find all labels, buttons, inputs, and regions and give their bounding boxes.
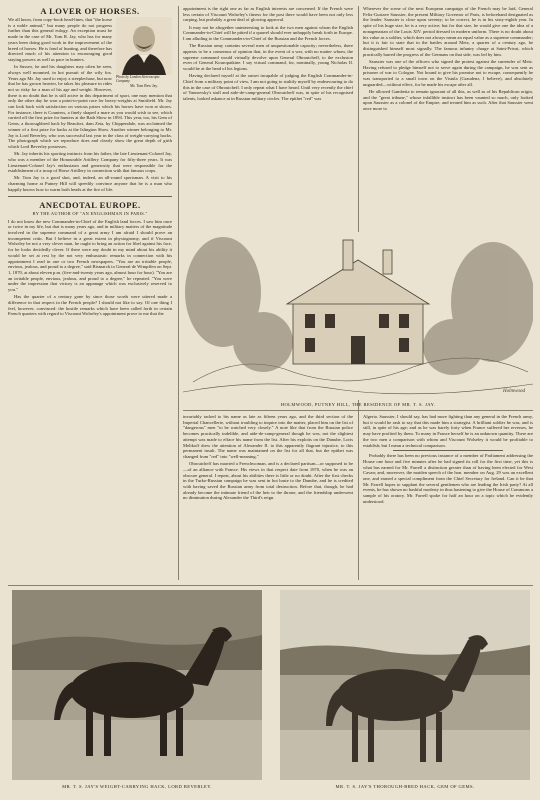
house-illustration: [183, 232, 533, 400]
horse-photo-lord-beverley: [12, 590, 262, 780]
column-3-lower: [363, 414, 533, 506]
portrait-caption: Mr. Tom Rew Jay.: [130, 84, 158, 89]
article2-col2-paragraph-1: appointment is the right one as far as English interests are concerned. If the French were less certain of Viscount Wolseley's fitness for the post there would have been not only less carping, but probably a great deal of glowing approval.: [183, 6, 353, 23]
article2-col3-paragraph-1: Wherever the scene of the next European campaign of the French may be laid, General Felix-Gustave Saussier, the present Military Governor of Paris, is beforehand designated as the leader. Saussier is close upon seventy; to be correct, he is in his sixty-eighth year. In spite of his huge size, he is a very active; but for that size, he would give one the idea of a nonagenarian of the Louis XIV. period dressed in modern uniform. There is no doubt about his value as a soldier, which does not always mean an equal value as a supreme commander; but it is fair to state that in the battles around Metz, a quarter of a century ago, he distinguished himself most signally. The famous infantry charge at Saint-Privat, which practically barred the progress of the Germans on that side, was led by him.: [363, 6, 533, 57]
portrait-credit: Photo by London Stereoscopic Company.: [116, 75, 160, 84]
lower-col3-paragraph-1: Algeria. Saussier, I should say, has had more fighting than any general in the French army, but it would be rash to say that this made him a strategist. A brilliant soldier he was, and is still, in spite of his age; and as he was barely forty when France suffered her reverses, he may have profited by them. To many in France herself he is an unknown quantity. There are the two men a comparison with whom and Viscount Wolseley it would be profitable to establish; but I mean a technical comparison.: [363, 414, 533, 448]
column-2-upper: [183, 6, 353, 103]
short-divider: [393, 450, 503, 451]
lower-col3-paragraph-2: Probably there has been no previous instance of a member of Parliament addressing the House one hour and five minutes after he had signed its roll for the first time, yet this is what has earned for Mr. Farrell a distinction greater than of having been elected for West Cavan; and, moreover, the maiden speech of the hon. member on Aug. 29 was an excellent one, and earned a special compliment from the Chief Secretary for Ireland. Can it be that Mr. Farrell hopes to supplant the several gentlemen who are leading the Irish party? At all events, he has shown no bashful modesty in thus hastening to give the House of Commons a sample of his oratory. Mr. Farrell spoke for half an hour on a topic which he evidently understood.: [363, 453, 533, 504]
article-title-anecdotal-europe: ANECDOTAL EUROPE.: [39, 199, 141, 210]
article1-paragraph-2: In Sussex, he and his daughters may often be seen, always well mounted, in hot pursuit of the wily fox. Years ago Mr. Jay used to enjoy a steeplechase, but now that he has grown heavier, he takes his pleasure in rides not so risky for a man of his age and weight. However, there is no doubt that he is still active in this department of sport, one may mention that only the other day he won a point-to-point race for heavy-weights at Smitfield. Mr. Jay can look back with satisfaction on various prizes which his horses have won at shows. For instance, there is Countess, a finely shaped a mare as you would wish to see, which carried off the first prize for hunters at the Bath Show in 1894. This year, too, his Gem of Gems, a thoroughbred hack by Beaufort, dam Zeta, by Chippendale, was acclaimed the winner of a first prize for hacks at the Islington Show. Another winner belonging to Mr. Jay is Lord Beverley, who was successful last year in the class of weight-carrying hacks. The photograph which we reproduce does and clearly show the great depth of girth which Lord Beverley possesses.: [8, 64, 172, 149]
article2-col2-paragraph-3: The Russian army contains several men of unquestionable capacity; nevertheless, there appears to be a consensus of opinion that, in the event of a war, with no matter whom, the supreme command would virtually devolve upon General Obroutcheff, to the exclusion even of General Kouropatkine. I say virtual command, for, nominally, young Nicholas II. would be at the head of his legions.: [183, 43, 353, 72]
lower-col2-paragraph-2: Obroutcheff has married a Frenchwoman, and is a declared partisan—or supposed to be—of an alliance with France. His views in that respect date from 1870, when he was an obscure general. I repeat, about his abilities there is little or no doubt. After the first checks in the Turko-Russian campaign he was sent in hot haste to the Danube, and he is credited with having saved the Russian army from total destruction. Before that, though, he had already become the intimate friend of the heir to the throne, and the friendship underwent no diminution during Alexander the Third's reign.: [183, 461, 353, 501]
lower-col2-paragraph-1: invariably tacked to his name as late as fifteen years ago, and the third section of the Imperial Chancellerie, without troubling to inquire into the matter, placed him on the list of "dangerous" men "to be watched very closely." A note like that from the Russian police becomes practically indelible, and aide-de-camp-general though he was, not the slightest attempt was made to efface his name from the list. After his exploits on the Danube, Loris Melikoff drew the attention of Alexander II. to this apparently flagrant injustice, to this permanent insult. The name was maintained on the list for all that, but the epithet was changed from "red" into "well-meaning.": [183, 414, 353, 459]
article2-paragraph-2: Has the quarter of a century gone by since those words were uttered made a difference in that respect in the French people? I should not like to say. Of one thing I feel, however, convinced: the hostile remarks which have been called forth in certain French quarters with regard to Viscount Wolseley's appointment prove to me that the: [8, 294, 172, 317]
article2-col2-paragraph-2: It may not be altogether uninteresting to look at the two men against whom the English Commander-in-Chief will be pitted if a quarrel should ever unhappily break forth in Europe. I am alluding to the Commanders-in-Chief of the Russian and the French forces.: [183, 24, 353, 42]
article-byline: BY THE AUTHOR OF "AN ENGLISHMAN IN PARIS.": [32, 210, 148, 216]
article2-col3-paragraph-3: He allowed Gambetta to remain ignorant of all this, as well as of his Republican origin, and the "great tribune," whose infallible instinct has been vaunted so much, only looked upon Saussier as a colonel of the Empire, and treated him as such. After that Saussier went once more to: [363, 88, 533, 111]
column-1-upper: [8, 6, 172, 319]
horse-photo-gem-of-gems: [280, 590, 530, 780]
article2-col2-paragraph-4: Having declared myself at the outset incapable of judging the English Commander-in-Chief from a military point of view, I am not going to stultify myself by endeavouring to do this in the case of Obroutcheff. I only repeat what I have heard. Until very recently the chief of Vannovsky's staff and aide-de-camp-general Obroutcheff was, in spite of his recognised talents, looked askance at in Russian military circles. The epithet "red" was: [183, 73, 353, 102]
column-2-lower: [183, 414, 353, 503]
section-divider: [8, 196, 172, 197]
right-photo-caption: MR. T. S. JAY'S THOROUGH-BRED HACK, GEM OF GEMS.: [335, 784, 475, 789]
article-title-lover-of-horses: A LOVER OF HORSES.: [40, 6, 140, 16]
article1-paragraph-1: We all know, from copy-book head-lines, that "the horse is a noble animal," but many people do not progress further than this general eulogy. An exception must be made in the case of Mr. Tom R. Jay, who has for many years been doing good work in the improvement of the breed of horses. He is fond of hunting, and therefore has directed much of his attention to encouraging good staying powers as well as pace in hunters.: [8, 17, 112, 62]
left-photo-caption: MR. T. S. JAY'S WEIGHT-CARRYING HACK, LORD BEVERLEY.: [62, 784, 212, 789]
photo-section-rule: [8, 585, 533, 586]
column-rule-1: [178, 6, 179, 580]
article1-paragraph-4: Mr. Tom Jay is a good shot, and, indeed, an all-round sportsman. A visit to his charming home at Putney Hill will speedily convince anyone that he is a man who happily knows how to warm both heads at the fire of life.: [8, 175, 172, 192]
illustration-caption: HOLMWOOD, PUTNEY HILL, THE RESIDENCE OF MR. T. S. JAY.: [280, 402, 436, 407]
article2-paragraph-1: I do not know the new Commander-in-Chief of the English land forces. I saw him once or twice in my life, but that is many years ago, and in military matters of the magnitude involved in the supreme command of a great army I am afraid I should prove an incompetent critic. But I believe in a great extent in physiognomy, and if Viscount Wolseley be not a very clever man, he ought to bring an action for libel against his face, for he looks decidedly clever. If there were any doubt in my mind about his ability it would be set at rest by the not very enthusiastic remarks in connection with his appointment I read in one or two French newspapers. "You are an irritable people, envious, jealous, and proud to a degree," said Bismarck to General de Wimpffen on Sept. 1, 1870, at about eleven p.m. (five-and-twenty years ago, almost hour for hour). "You are an irritable people, envious, jealous, and proud to a degree," he repeated. "You were under the impression that victory is an appanage which was exclusively reserved to you.": [8, 218, 172, 293]
illustration-rule: [183, 410, 533, 411]
column-3-upper: [363, 6, 533, 113]
article1-paragraph-3: Mr. Jay inherits his sporting instincts from his father, the late Lieutenant-Colonel Jay, who was a member of the Honourable Artillery Company for fifty-three years. It was Lieutenant-Colonel Jay's enthusiasm and generosity that were responsible for the establishment of a troop of Horse Artillery in connection with that famous corps.: [8, 151, 172, 174]
article2-col3-paragraph-2: Saussier was one of the officers who signed the protest against the surrender of Metz. Having refused to pledge himself not to serve again during the campaign, he was sent as prisoner of war to Cologne. Not bound to give his promise not to escape, consequently he was transported to a small town on the Vistula (Graudenz, I believe), and absolutely unguarded—without effect, for he made his escape after all.: [363, 58, 533, 87]
svg-text:Holmwood: Holmwood: [503, 389, 525, 394]
portrait-engraving: [116, 17, 172, 75]
portrait-figure: [116, 17, 172, 87]
